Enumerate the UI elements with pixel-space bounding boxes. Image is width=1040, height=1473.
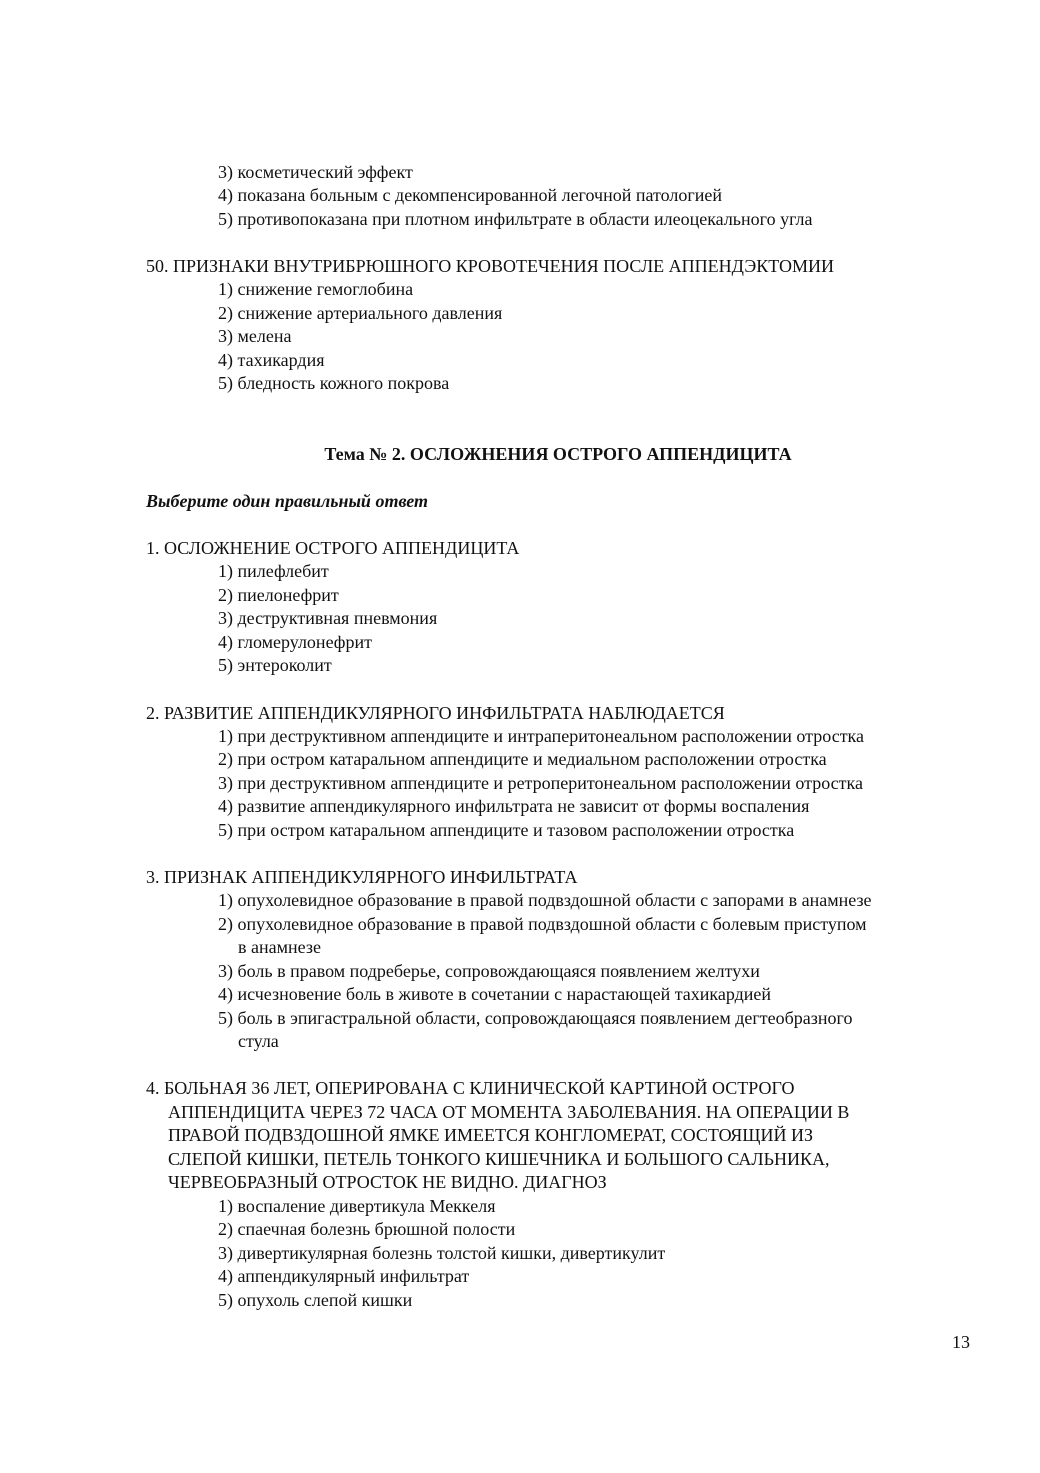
option-text: 4) показана больным с декомпенсированной легочной патологией xyxy=(218,185,723,205)
question-stem-continuation: СЛЕПОЙ КИШКИ, ПЕТЕЛЬ ТОНКОГО КИШЕЧНИКА И БОЛЬШОГО САЛЬНИКА, xyxy=(168,1149,830,1169)
topic-title: Тема № 2. ОСЛОЖНЕНИЯ ОСТРОГО АППЕНДИЦИТА xyxy=(324,444,792,464)
option-text-continuation: стула xyxy=(238,1031,279,1051)
option-text: 4) развитие аппендикулярного инфильтрата не зависит от формы воспаления xyxy=(218,796,810,816)
option-text: 5) при остром катаральном аппендиците и тазовом расположении отростка xyxy=(218,820,795,840)
question-stem: 50. ПРИЗНАКИ ВНУТРИБРЮШНОГО КРОВОТЕЧЕНИЯ ПОСЛЕ АППЕНДЭКТОМИИ xyxy=(146,256,835,276)
question-stem-continuation: ПРАВОЙ ПОДВЗДОШНОЙ ЯМКЕ ИМЕЕТСЯ КОНГЛОМЕРАТ, СОСТОЯЩИЙ ИЗ xyxy=(168,1125,813,1145)
option-text: 3) боль в правом подреберье, сопровождающаяся появлением желтухи xyxy=(218,961,760,981)
option-text: 4) тахикардия xyxy=(218,350,325,370)
page-number: 13 xyxy=(952,1332,970,1352)
option-text: 5) опухоль слепой кишки xyxy=(218,1290,413,1310)
option-text: 4) исчезновение боль в животе в сочетании с нарастающей тахикардией xyxy=(218,984,772,1004)
option-text-continuation: в анамнезе xyxy=(238,937,321,957)
option-text: 5) противопоказана при плотном инфильтрате в области илеоцекального угла xyxy=(218,209,813,229)
option-text: 2) при остром катаральном аппендиците и медиальном расположении отростка xyxy=(218,749,827,769)
option-text: 1) снижение гемоглобина xyxy=(218,279,414,299)
option-text: 3) косметический эффект xyxy=(218,162,413,182)
option-text: 2) пиелонефрит xyxy=(218,585,339,605)
question-stem: 3. ПРИЗНАК АППЕНДИКУЛЯРНОГО ИНФИЛЬТРАТА xyxy=(146,867,578,887)
option-text: 1) при деструктивном аппендиците и интраперитонеальном расположении отростка xyxy=(218,726,865,746)
option-text: 4) гломерулонефрит xyxy=(218,632,372,652)
option-text: 5) энтероколит xyxy=(218,655,332,675)
option-text: 5) бледность кожного покрова xyxy=(218,373,450,393)
option-text: 3) мелена xyxy=(218,326,292,346)
question-stem: 1. ОСЛОЖНЕНИЕ ОСТРОГО АППЕНДИЦИТА xyxy=(146,538,520,558)
option-text: 3) деструктивная пневмония xyxy=(218,608,438,628)
option-text: 2) снижение артериального давления xyxy=(218,303,503,323)
question-stem: 4. БОЛЬНАЯ 36 ЛЕТ, ОПЕРИРОВАНА С КЛИНИЧЕСКОЙ КАРТИНОЙ ОСТРОГО xyxy=(146,1078,795,1098)
option-text: 2) опухолевидное образование в правой подвздошной области с болевым приступом xyxy=(218,914,867,934)
option-text: 4) аппендикулярный инфильтрат xyxy=(218,1266,470,1286)
option-text: 1) пилефлебит xyxy=(218,561,329,581)
instruction-text: Выберите один правильный ответ xyxy=(146,491,429,511)
option-text: 1) воспаление дивертикула Меккеля xyxy=(218,1196,496,1216)
option-text: 3) при деструктивном аппендиците и ретроперитонеальном расположении отростка xyxy=(218,773,863,793)
option-text: 2) спаечная болезнь брюшной полости xyxy=(218,1219,516,1239)
question-stem: 2. РАЗВИТИЕ АППЕНДИКУЛЯРНОГО ИНФИЛЬТРАТА НАБЛЮДАЕТСЯ xyxy=(146,703,725,723)
option-text: 1) опухолевидное образование в правой подвздошной области с запорами в анамнезе xyxy=(218,890,872,910)
option-text: 3) дивертикулярная болезнь толстой кишки, дивертикулит xyxy=(218,1243,666,1263)
question-stem-continuation: ЧЕРВЕОБРАЗНЫЙ ОТРОСТОК НЕ ВИДНО. ДИАГНОЗ xyxy=(168,1172,607,1192)
question-stem-continuation: АППЕНДИЦИТА ЧЕРЕЗ 72 ЧАСА ОТ МОМЕНТА ЗАБОЛЕВАНИЯ. НА ОПЕРАЦИИ В xyxy=(168,1102,850,1122)
option-text: 5) боль в эпигастральной области, сопровождающаяся появлением дегтеобразного xyxy=(218,1008,853,1028)
